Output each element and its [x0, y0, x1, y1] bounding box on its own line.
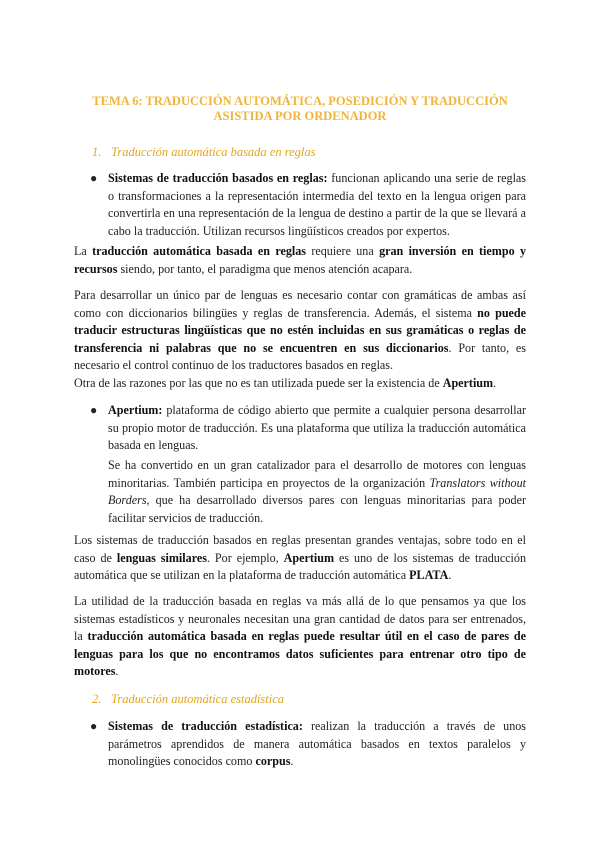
text: es uno de los sistemas de traducción automática que se utilizan en la plataforma de traducción automática	[74, 550, 527, 583]
paragraph-5	[74, 593, 526, 681]
bold-text: corpus	[255, 754, 291, 769]
bold-text: no puede traducir estructuras lingüísticas que no estén incluidas en sus gramáticas o reglas de transferencia ni palabras que no se encuentren en sus diccionarios	[74, 305, 527, 355]
section-label: Traducción automática basada en reglas	[111, 145, 316, 159]
paragraph-4	[74, 532, 526, 585]
text: . Por ejemplo,	[206, 550, 284, 565]
bold-text: PLATA	[409, 568, 449, 583]
bullet-text: plataforma de código abierto que permite a cualquier persona desarrollar su propio motor de traducción. Es una plataforma que utiliza la traducción automática basada en lenguas.	[108, 403, 526, 453]
bullet-apertium	[108, 402, 526, 455]
text: Se ha convertido en un gran catalizador para el desarrollo de motores con lenguas minoritarias. También participa en proyectos de la organización	[108, 458, 526, 490]
text: .	[290, 754, 294, 769]
text: .	[115, 664, 119, 679]
text: siendo, por tanto, el paradigma que menos atención acapara.	[117, 261, 413, 276]
bold-text: Apertium	[283, 550, 335, 565]
bullet-term: Sistemas de traducción basados en reglas:	[108, 171, 328, 185]
bullet-icon: ●	[90, 403, 98, 417]
section-heading-2	[92, 691, 284, 707]
text: , que ha desarrollado diversos pares con lenguas minoritarias para poder facilitar servicios de traducción.	[108, 493, 526, 525]
bullet-term: Sistemas de traducción estadística:	[108, 719, 303, 733]
section-number: 1.	[92, 145, 102, 159]
bullet-text: funcionan aplicando una serie de reglas o transformaciones a la representación intermedia del texto en la lengua origen para convertirla en una representación de la lengua de destino a partir de la que se llevará a cabo la traducción. Utilizan recursos lingüísticos creados por expertos.	[108, 171, 526, 238]
section-heading-1	[92, 144, 316, 160]
bold-text: Apertium	[442, 376, 494, 390]
bullet-rbmt	[108, 170, 526, 240]
bold-text: traducción automática basada en reglas puede resultar útil en el caso de pares de lenguas para los que no encontramos datos suficientes para entrenar otro tipo de motores	[74, 629, 526, 679]
text: . Por tanto, es necesario el control continuo de los traductores basados en reglas.	[74, 340, 526, 373]
paragraph-3	[74, 375, 526, 393]
text: Los sistemas de traducción basados en reglas presentan grandes ventajas, sobre todo en el caso de	[74, 533, 526, 565]
bullet-text: realizan la traducción a través de unos parámetros aprendidos de manera automática basados en textos paralelos y monolingües conocidos como	[108, 719, 526, 769]
bold-text: traducción automática basada en reglas	[92, 244, 306, 258]
paragraph-1	[74, 243, 526, 278]
text: .	[448, 568, 452, 583]
bold-text: gran inversión en tiempo y recursos	[74, 244, 527, 276]
paragraph-catalyst	[108, 457, 526, 527]
text: La utilidad de la traducción basada en reglas va más allá de lo que pensamos ya que los sistemas estadísticos y neuronales necesitan una gran cantidad de datos para ser entrenados, la	[74, 594, 526, 644]
bullet-smt	[108, 718, 526, 771]
text: Para desarrollar un único par de lenguas es necesario contar con gramáticas de ambas así como con diccionarios bilingües y reglas de transferencia. Además, el sistema	[74, 288, 526, 320]
italic-text: Translators without Borders	[108, 475, 526, 508]
bold-text: lenguas similares	[116, 550, 207, 565]
text: Otra de las razones por las que no es tan utilizada puede ser la existencia de	[74, 376, 443, 390]
bullet-term: Apertium:	[108, 403, 163, 417]
section-number: 2.	[92, 692, 102, 706]
section-label: Traducción automática estadística	[111, 692, 285, 706]
page-title: TEMA 6: TRADUCCIÓN AUTOMÁTICA, POSEDICIÓN Y TRADUCCIÓN ASISTIDA POR ORDENADOR	[92, 94, 508, 123]
text: La	[74, 244, 93, 258]
bullet-icon: ●	[90, 719, 98, 733]
text: .	[493, 376, 497, 390]
paragraph-2	[74, 287, 526, 375]
text: requiere una	[306, 244, 380, 258]
bullet-icon: ●	[90, 171, 98, 185]
